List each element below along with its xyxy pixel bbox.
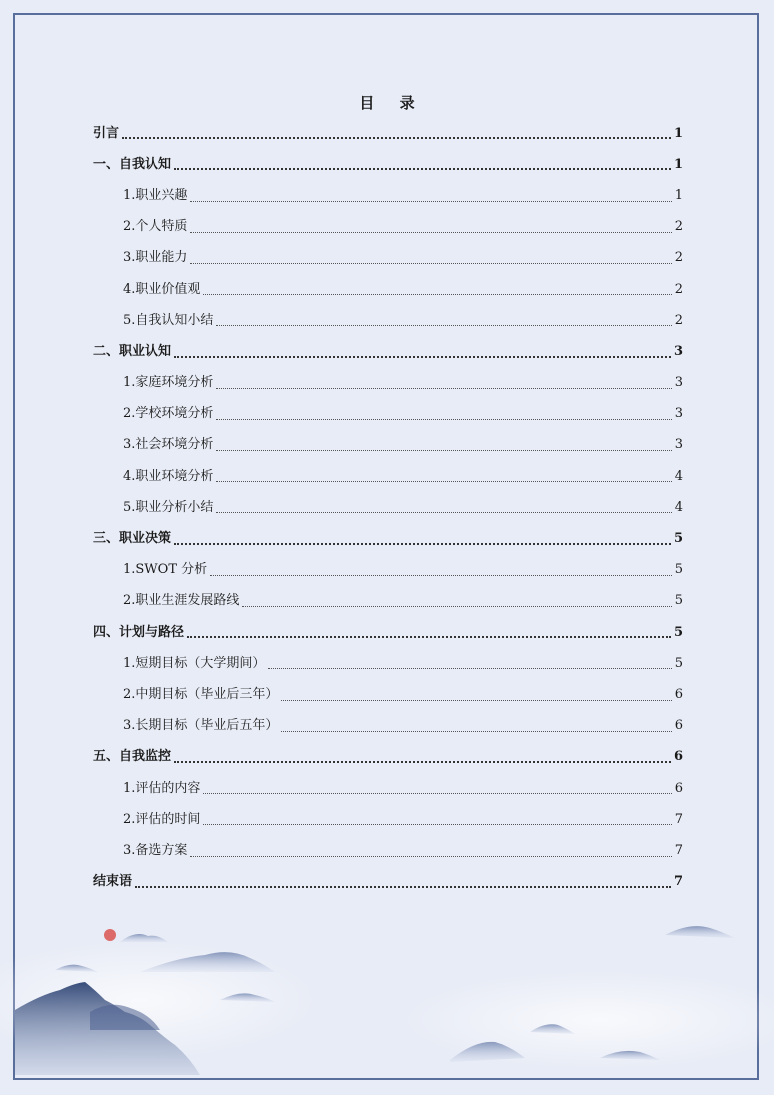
toc-entry[interactable] [93,867,683,898]
toc-entry[interactable] [93,835,683,866]
toc-entry[interactable] [93,180,683,211]
toc-entry-label: 2.中期目标（毕业后三年） [123,686,279,702]
toc-entry-label: 4.职业价值观 [123,281,201,297]
toc-entry[interactable] [93,368,683,399]
toc-leader-dots [122,137,671,139]
toc-entry-label: 1.家庭环境分析 [123,375,214,391]
toc-entry[interactable] [93,523,683,554]
toc-leader-dots [135,886,671,888]
toc-leader-dots [203,793,671,794]
toc-leader-dots [242,606,671,607]
toc-entry-label: 1.评估的内容 [123,780,201,796]
toc-entry-label: 3.备选方案 [123,842,188,858]
toc-leader-dots [216,388,671,389]
toc-leader-dots [216,419,671,420]
toc-leader-dots [216,481,671,482]
toc-leader-dots [203,294,671,295]
toc-entry[interactable] [93,679,683,710]
toc-entry-label: 一、自我认知 [93,156,172,172]
toc-title: 目 录 [359,94,425,112]
toc-entry-page-number: 5 [674,655,683,671]
toc-entry-label: 3.职业能力 [123,250,188,266]
toc-leader-dots [174,761,671,763]
toc-entry-page-number: 2 [674,219,683,235]
toc-entry-label: 二、职业认知 [93,343,172,359]
toc-entry[interactable] [93,586,683,617]
toc-entry-page-number: 7 [674,811,683,827]
toc-leader-dots [190,232,671,233]
toc-entry-page-number: 3 [674,375,683,391]
toc-leader-dots [187,636,671,638]
toc-entry[interactable] [93,711,683,742]
toc-entry[interactable] [93,804,683,835]
toc-entry-label: 2.学校环境分析 [123,406,214,422]
toc-entry[interactable] [93,461,683,492]
toc-entry-label: 结束语 [93,874,133,890]
toc-leader-dots [210,575,672,576]
toc-entry-page-number: 1 [673,125,683,141]
toc-leader-dots [281,700,671,701]
toc-entry-label: 2.个人特质 [123,219,188,235]
toc-entry-label: 5.职业分析小结 [123,499,214,515]
toc-entry-label: 3.长期目标（毕业后五年） [123,718,279,734]
toc-entry[interactable] [93,212,683,243]
toc-entry[interactable] [93,336,683,367]
toc-entry-label: 2.职业生涯发展路线 [123,593,240,609]
table-of-contents [93,118,683,898]
toc-leader-dots [216,325,671,326]
toc-entry-page-number: 1 [674,187,683,203]
toc-entry-page-number: 5 [674,593,683,609]
toc-leader-dots [174,168,671,170]
toc-entry-page-number: 5 [674,562,683,578]
toc-entry-label: 2.评估的时间 [123,811,201,827]
toc-entry-label: 1.短期目标（大学期间） [123,655,266,671]
toc-entry[interactable] [93,742,683,773]
toc-entry-label: 5.自我认知小结 [123,312,214,328]
toc-entry-page-number: 3 [674,437,683,453]
toc-entry[interactable] [93,555,683,586]
toc-entry-page-number: 3 [674,406,683,422]
toc-entry[interactable] [93,492,683,523]
toc-leader-dots [281,731,671,732]
toc-entry-label: 1.职业兴趣 [123,187,188,203]
toc-entry-page-number: 1 [673,156,683,172]
toc-entry-label: 三、职业决策 [93,531,172,547]
toc-entry-page-number: 4 [674,499,683,515]
toc-entry-page-number: 6 [674,718,683,734]
toc-entry[interactable] [93,243,683,274]
toc-leader-dots [216,512,671,513]
toc-entry-page-number: 5 [673,624,683,640]
toc-entry[interactable] [93,149,683,180]
toc-entry-label: 3.社会环境分析 [123,437,214,453]
toc-entry[interactable] [93,118,683,149]
toc-leader-dots [203,824,671,825]
toc-entry[interactable] [93,399,683,430]
toc-entry-label: 4.职业环境分析 [123,468,214,484]
toc-entry[interactable] [93,648,683,679]
toc-leader-dots [174,543,671,545]
toc-leader-dots [174,356,671,358]
toc-entry[interactable] [93,773,683,804]
toc-entry-page-number: 3 [673,343,683,359]
toc-entry-page-number: 5 [673,531,683,547]
toc-entry-label: 1.SWOT 分析 [123,562,208,578]
toc-entry-page-number: 6 [673,749,683,765]
toc-entry-page-number: 6 [674,686,683,702]
toc-entry-label: 五、自我监控 [93,749,172,765]
toc-entry-page-number: 7 [673,874,683,890]
toc-entry-page-number: 2 [674,250,683,266]
toc-entry[interactable] [93,430,683,461]
toc-entry-label: 引言 [93,125,120,141]
toc-leader-dots [190,856,671,857]
toc-entry-page-number: 6 [674,780,683,796]
toc-entry-page-number: 7 [674,842,683,858]
toc-leader-dots [190,201,671,202]
toc-leader-dots [190,263,671,264]
toc-entry[interactable] [93,617,683,648]
toc-entry[interactable] [93,305,683,336]
toc-entry-page-number: 2 [674,281,683,297]
toc-entry[interactable] [93,274,683,305]
toc-entry-label: 四、计划与路径 [93,624,185,640]
toc-leader-dots [268,668,671,669]
toc-entry-page-number: 2 [674,312,683,328]
toc-entry-page-number: 4 [674,468,683,484]
toc-leader-dots [216,450,671,451]
